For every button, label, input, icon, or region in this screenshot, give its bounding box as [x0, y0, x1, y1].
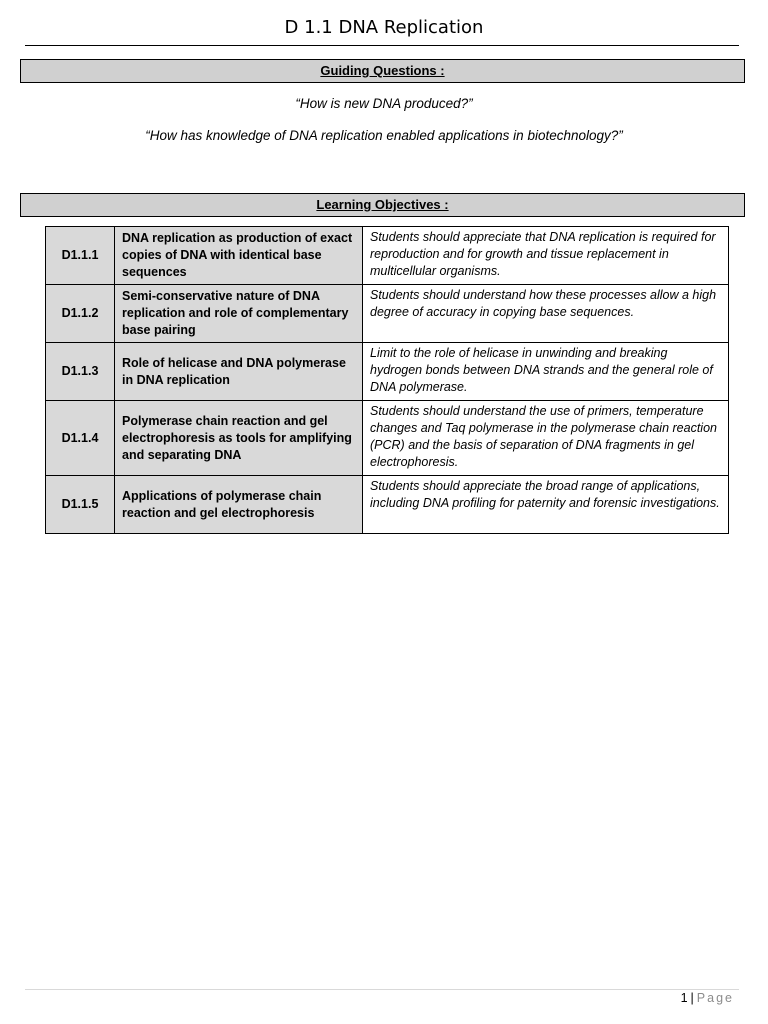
guiding-questions-heading: Guiding Questions : [320, 63, 445, 78]
table-row [46, 401, 729, 476]
page-title: D 1.1 DNA Replication [284, 17, 484, 38]
footer-divider [25, 989, 739, 990]
table-row [46, 285, 729, 343]
objective-guidance: Students should appreciate that DNA replication is required for reproduction and for growth and tissue replacement in multicellular organisms. [363, 227, 729, 285]
learning-objectives-table [45, 226, 729, 534]
objective-guidance: Limit to the role of helicase in unwinding and breaking hydrogen bonds between DNA strands and the general role of DNA polymerase. [363, 343, 729, 401]
page-label: Page [696, 991, 734, 1005]
objective-guidance: Students should understand how these processes allow a high degree of accuracy in copying base sequences. [363, 285, 729, 343]
objective-code: D1.1.3 [46, 343, 115, 401]
objective-topic: Role of helicase and DNA polymerase in DNA replication [115, 343, 363, 401]
objective-code: D1.1.2 [46, 285, 115, 343]
objective-guidance: Students should understand the use of primers, temperature changes and Taq polymerase in the polymerase chain reaction (PCR) and the basis of separation of DNA fragments in gel electrophoresis. [363, 401, 729, 476]
objective-guidance: Students should appreciate the broad range of applications, including DNA profiling for paternity and forensic investigations. [363, 476, 729, 534]
learning-objectives-heading: Learning Objectives : [316, 197, 449, 212]
table-row [46, 227, 729, 285]
objective-code: D1.1.5 [46, 476, 115, 534]
guiding-questions-header [20, 59, 745, 83]
objective-code: D1.1.1 [46, 227, 115, 285]
footer-separator: | [690, 991, 694, 1005]
objective-topic: Semi-conservative nature of DNA replication and role of complementary base pairing [115, 285, 363, 343]
title-divider [25, 45, 739, 46]
table-row [46, 476, 729, 534]
guiding-question-1: “How is new DNA produced?” [295, 96, 473, 111]
objective-topic: Applications of polymerase chain reaction and gel electrophoresis [115, 476, 363, 534]
table-row [46, 343, 729, 401]
guiding-question-2: “How has knowledge of DNA replication enabled applications in biotechnology?” [145, 128, 623, 143]
page-footer [681, 991, 734, 1005]
objective-topic: DNA replication as production of exact copies of DNA with identical base sequences [115, 227, 363, 285]
learning-objectives-header [20, 193, 745, 217]
page-number: 1 [680, 991, 688, 1005]
objective-topic: Polymerase chain reaction and gel electrophoresis as tools for amplifying and separating DNA [115, 401, 363, 476]
objective-code: D1.1.4 [46, 401, 115, 476]
